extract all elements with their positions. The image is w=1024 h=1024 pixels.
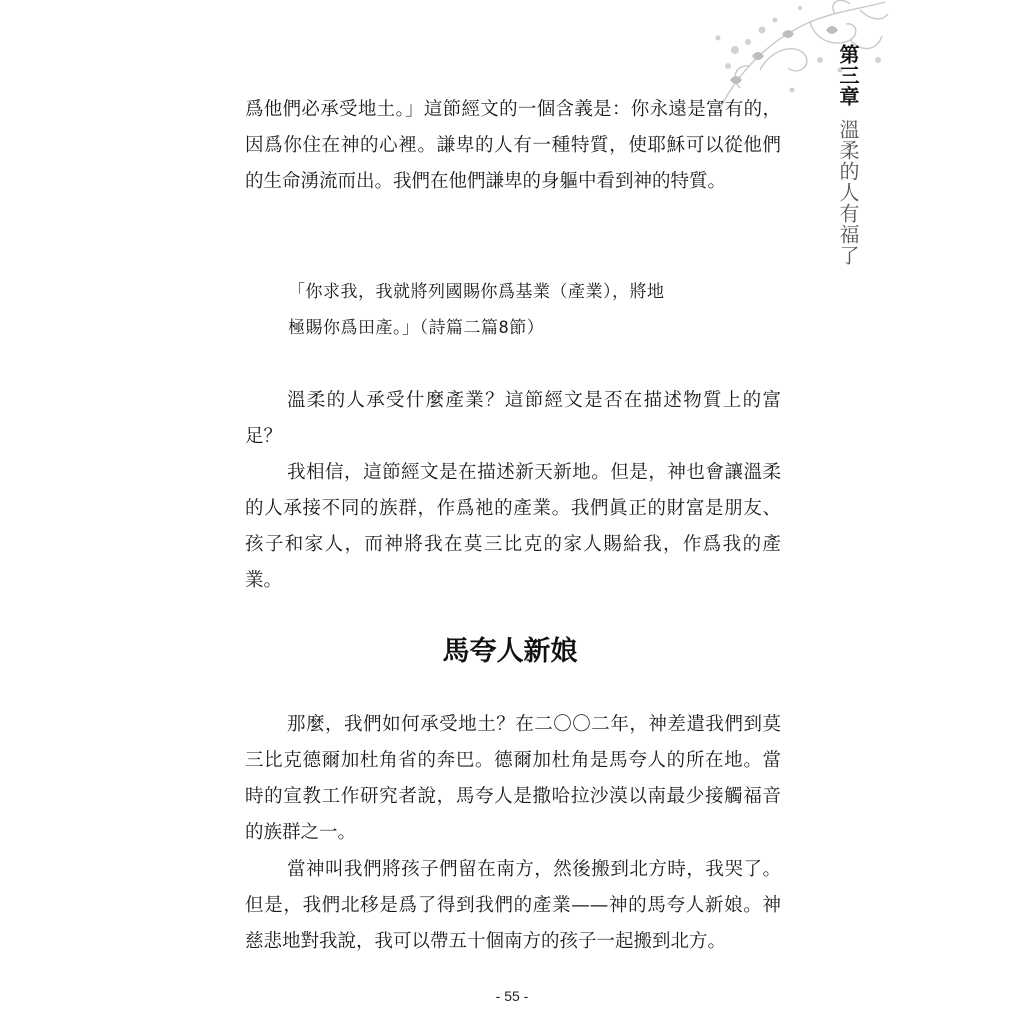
paragraph-4: 那麼，我們如何承受地土？在二〇〇二年，神差遣我們到莫三比克德爾加杜角省的奔巴。德爾加杜角是馬夸人的所在地。當時的宣教工作研究者說，馬夸人是撒哈拉沙漠以南最少接觸福音的族群之一。 bbox=[245, 714, 781, 843]
paragraph-5: 當神叫我們將孩子們留在南方，然後搬到北方時，我哭了。但是，我們北移是爲了得到我們的產業——神的馬夸人新娘。神慈悲地對我說，我可以帶五十個南方的孩子一起搬到北方。 bbox=[245, 859, 781, 952]
chapter-number: 第三章 bbox=[836, 44, 860, 107]
paragraph-2: 溫柔的人承受什麼產業？這節經文是否在描述物質上的富足？ bbox=[245, 390, 781, 447]
scripture-quote-line-1: 「你求我，我就將列國賜你爲基業（產業），將地 bbox=[288, 282, 665, 302]
page-number: - 55 - bbox=[495, 988, 529, 1004]
paragraph-1: 爲他們必承受地土。」這節經文的一個含義是：你永遠是富有的，因爲你住在神的心裡。謙卑的人有一種特質，使耶穌可以從他們的生命湧流而出。我們在他們謙卑的身軀中看到神的特質。 bbox=[245, 99, 781, 192]
scripture-quote-line-2: 極賜你爲田產。」（詩篇二篇8節） bbox=[288, 318, 545, 338]
paragraph-3: 我相信，這節經文是在描述新天新地。但是，神也會讓溫柔的人承接不同的族群，作爲祂的產業。我們眞正的財富是朋友、孩子和家人，而神將我在莫三比克的家人賜給我，作爲我的產業。 bbox=[245, 462, 781, 591]
section-heading: 馬夸人新娘 bbox=[442, 636, 578, 667]
chapter-sidebar bbox=[832, 44, 864, 266]
chapter-title: 溫柔的人有福了 bbox=[836, 119, 860, 266]
